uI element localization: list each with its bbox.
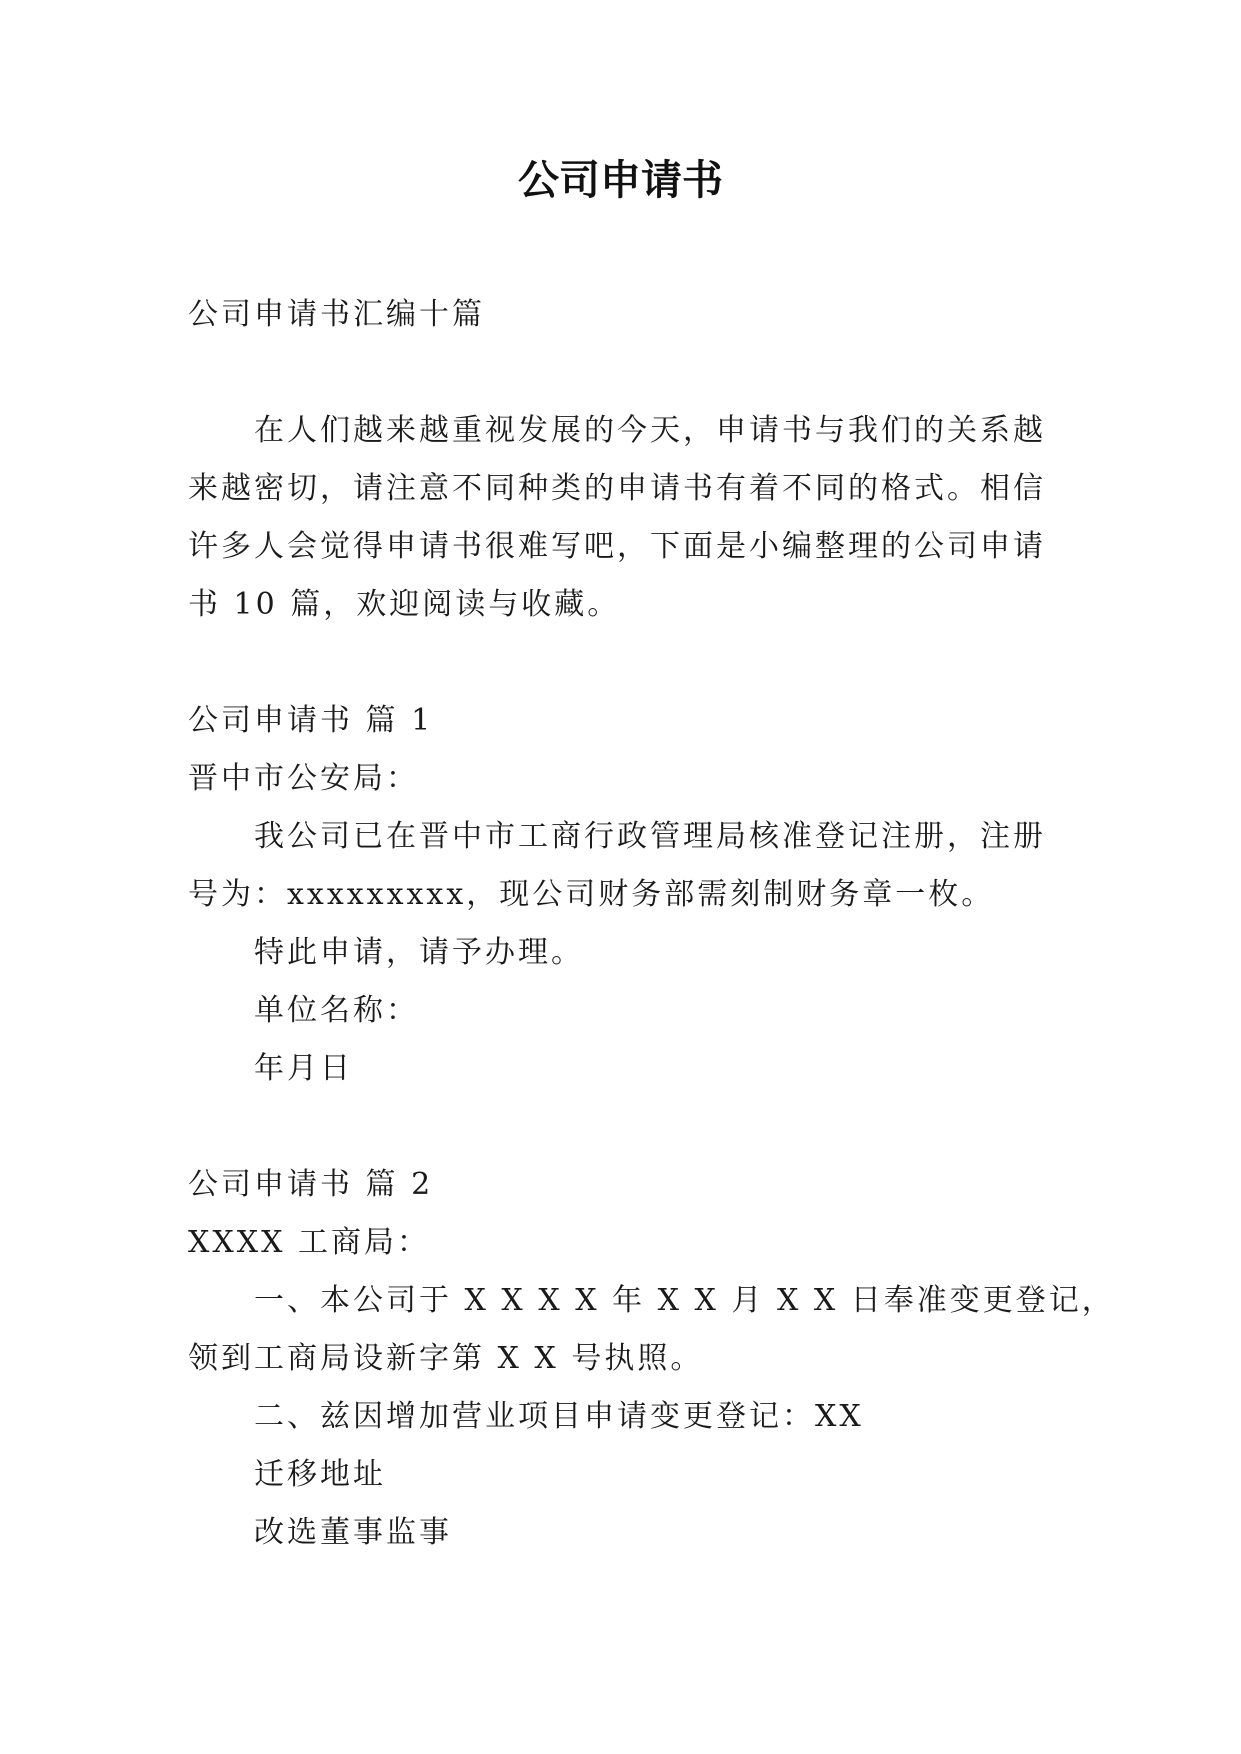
intro-line: 许多人会觉得申请书很难写吧，下面是小编整理的公司申请 [188,529,1046,564]
intro-paragraph [188,402,1058,634]
body-line: 号为：xxxxxxxxx，现公司财务部需刻制财务章一枚。 [188,877,995,912]
sub-item-line: 改选董事监事 [254,1515,452,1550]
intro-line: 在人们越来越重视发展的今天，申请书与我们的关系越 [254,413,1046,448]
addressee: XXXX 工商局： [188,1225,430,1260]
addressee: 晋中市公安局： [188,761,419,796]
unit-name-line: 单位名称： [254,993,419,1028]
section-1 [188,692,1058,1098]
intro-line: 书 10 篇，欢迎阅读与收藏。 [188,587,621,622]
section-2 [188,1156,1115,1562]
document-title: 公司申请书 [518,156,723,204]
date-line: 年月日 [254,1051,353,1086]
document-body [188,286,1115,1562]
body-line: 我公司已在晋中市工商行政管理局核准登记注册，注册 [254,819,1046,854]
document-subtitle: 公司申请书汇编十篇 [188,297,485,332]
request-line: 特此申请，请予办理。 [254,935,584,970]
sub-item-line: 迁移地址 [254,1457,386,1492]
section-heading: 公司申请书 篇 1 [188,703,434,738]
item-line: 二、兹因增加营业项目申请变更登记：XX [254,1399,864,1434]
section-heading: 公司申请书 篇 2 [188,1167,434,1202]
item-line: 一、本公司于 X X X X 年 X X 月 X X 日奉准变更登记， [254,1283,1115,1318]
intro-line: 来越密切，请注意不同种类的申请书有着不同的格式。相信 [188,471,1046,506]
item-line: 领到工商局设新字第 X X 号执照。 [188,1341,704,1376]
